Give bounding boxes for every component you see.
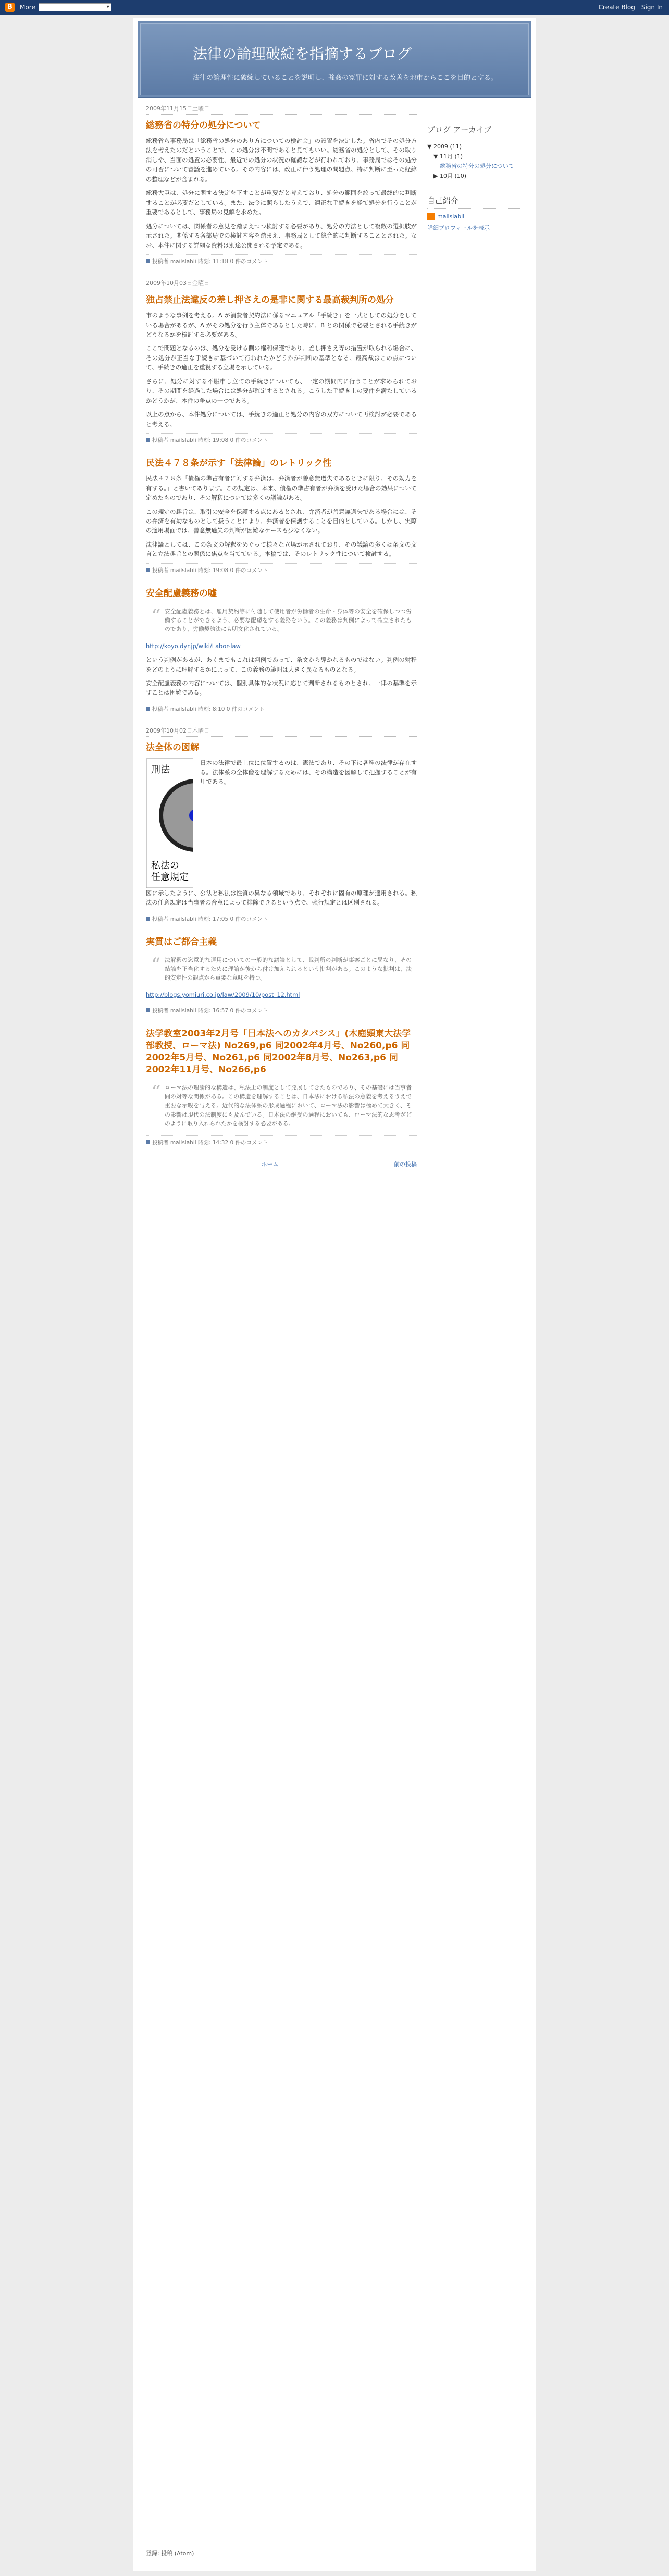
post-paragraph: 以上の点から、本件処分については、手続きの適正と処分の内容の双方について再検討が必要であると考える。 (146, 411, 417, 428)
post-paragraph: この規定の趣旨は、取引の安全を保護する点にあるとされ、弁済者が善意無過失である場合には、その弁済を有効なものとして扱うことにより、弁済者を保護することを目的としている。しかし、実際の適用場面では、善意無過失の判断が困難なケースも少なくない。 (146, 507, 417, 535)
create-blog-link[interactable]: Create Blog (598, 4, 635, 11)
post-title[interactable]: 安全配慮義務の嘘 (146, 588, 217, 599)
more-label: More (20, 4, 35, 11)
blogger-navbar (0, 0, 669, 15)
more-select[interactable] (39, 3, 112, 11)
post-body (146, 474, 417, 559)
profile-title: 自己紹介 (427, 195, 531, 209)
legal-diagram (146, 758, 417, 888)
post-footer (146, 563, 417, 574)
post-title[interactable]: 独占禁止法違反の差し押さえの是非に関する最高裁判所の処分 (146, 295, 394, 306)
post-body (146, 758, 417, 908)
blog-title[interactable]: 法律の論理破綻を指摘するブログ (193, 45, 412, 63)
post-body (146, 311, 417, 429)
blog-post (146, 588, 417, 713)
post-meta[interactable]: 投稿者 mailslabli 時刻: 16:57 0 件のコメント (152, 1008, 268, 1014)
post-body (146, 604, 417, 698)
post-icon (146, 259, 150, 263)
blockquote: “ ローマ法の理論的な構造は、私法上の制度として発展してきたものであり、その基礎には当事者間の対等な関係がある。この構造を理解することは、日本法における私法の意義を考えるうえで重要な示唆を与える。近代的な法体系の形成過程において、ローマ法の影響は極めて大きく、その影響は現代の法制度にも及んでいる。日本法の継受の過程においても、ローマ法的な思考がどのように取り入れられたかを検討する必要がある。 (146, 1080, 417, 1131)
blogger-logo-icon[interactable]: B (5, 3, 15, 12)
diagram-label-private-law: 私法の (151, 860, 179, 871)
post-body (146, 952, 417, 999)
archive-list (427, 142, 531, 181)
older-posts-link[interactable]: 前の投稿 (394, 1161, 417, 1168)
post-title[interactable]: 実質はご都合主義 (146, 936, 217, 947)
post-paragraph: ここで問題となるのは、処分を受ける側の権利保護であり、差し押さえ等の措置が取られる場合に、その処分が正当な手続きに基づいて行われたかどうかが判断の基準となる。最高裁はこの点について、手続きの適正を重視する立場を示している。 (146, 344, 417, 371)
post-footer (146, 1135, 417, 1146)
post-paragraph: 法律論としては、この条文の解釈をめぐって様々な立場が示されており、その議論の多くは条文の文言と立法趣旨との関係に焦点を当てている。本稿では、そのレトリック性について検討する。 (146, 540, 417, 558)
archive-month[interactable]: ▼ 11月 (1) (433, 153, 463, 160)
sign-in-link[interactable]: Sign In (641, 4, 663, 11)
archive-month[interactable]: ▶ 10月 (10) (433, 172, 467, 180)
blog-pager (146, 1160, 417, 1168)
post-paragraph: 安全配慮義務の内容については、個別具体的な状況に応じて判断されるものとされ、一律の基準を示すことは困難である。 (146, 679, 417, 697)
archive-title: ブログ アーカイブ (427, 124, 531, 138)
post-paragraph: 総務省ら事務局は「総務省の処分のあり方についての検討会」の設置を決定した。省内でその処分方法を考えたのだということで、この処分は不問であると見てもいい。総務省の処分として、その取り消しや、当面の処置の必要性、最近での処分の状況の確認などが行われており、事務局ではその処分の可否について審議を進めている。その内容には、改正に伴う処理の問題点、特に判断に至った経緯の整理などが含まれる。 (146, 137, 417, 183)
post-paragraph: 図に示したように、公法と私法は性質の異なる領域であり、それぞれに固有の原理が適用される。私法の任意規定は当事者の合意によって排除できるという点で、強行規定とは区別される。 (146, 889, 417, 907)
post-icon (146, 568, 150, 572)
post-footer (146, 912, 417, 923)
blog-header (138, 21, 531, 98)
post-paragraph: 処分については、関係者の意見を踏まえつつ検討する必要があり、処分の方法として複数の選択肢が示された。関係する各部局での検討内容を踏まえ、事務局として総合的に判断することとされた。なお、本件に関する詳細な資料は別途公開される予定である。 (146, 222, 417, 249)
profile-name-link[interactable]: mailslabli (437, 213, 465, 220)
diagram-label-private-law: 任意規定 (151, 871, 189, 883)
page-footer (146, 2549, 194, 2557)
blog-post (146, 742, 417, 923)
post-link[interactable]: http://koyo.dyr.jp/wiki/Labor-law (146, 642, 241, 650)
post-icon (146, 438, 150, 442)
post-title[interactable]: 法学教室2003年2月号「日本法へのカタバシス」(木庭顕東大法学部教授、ローマ法) No269,p6 同2002年4月号、No260,p6 同2002年5月号、No261,p6 同2002年8月号、No263,p6 同2002年11月号、No266,p6 (146, 1029, 411, 1075)
post-paragraph: 民法４７８条「債権の準占有者に対する弁済は、弁済者が善意無過失であるときに限り、その効力を有する。」と書いてあります。この規定は、本来、債権の準占有者が弁済を受けた場合の効果について定めたものであり、その解釈については多くの議論がある。 (146, 475, 417, 502)
post-footer (146, 254, 417, 265)
post-paragraph: 総務大臣は、処分に関する決定を下すことが重要だと考えており、処分の範囲を絞って最終的に判断することが必要だとしている。また、法令に照らしたうえで、適正な手続きを経て処分を行うことが重要であるとして、事務局の見解を求めた。 (146, 189, 417, 216)
post-paragraph: さらに、処分に対する不服申し立ての手続きについても、一定の期間内に行うことが求められており、その期間を経過した場合には処分が確定するとされる。こうした手続き上の要件を満たしているかどうかが、本件の争点の一つである。 (146, 377, 417, 404)
post-meta[interactable]: 投稿者 mailslabli 時刻: 17:05 0 件のコメント (152, 915, 268, 922)
archive-year[interactable]: ▼ 2009 (11) (427, 143, 462, 150)
post-icon (146, 707, 150, 711)
post-meta[interactable]: 投稿者 mailslabli 時刻: 14:32 0 件のコメント (152, 1140, 268, 1146)
post-footer (146, 433, 417, 444)
post-title[interactable]: 総務省の特分の処分について (146, 120, 261, 131)
post-link[interactable]: http://blogs.yomiuri.co.jp/law/2009/10/post_12.html (146, 990, 300, 998)
post-icon (146, 1008, 150, 1012)
atom-feed-link[interactable]: 登録: 投稿 (Atom) (146, 2550, 194, 2557)
sidebar (427, 124, 531, 245)
post-date: 2009年10月02日木曜日 (146, 726, 417, 737)
blockquote: “ 安全配慮義務とは、雇用契約等に付随して使用者が労働者の生命・身体等の安全を確保しつつ労働することができるよう、必要な配慮をする義務をいう。この義務は判例によって確立されたものであり、労働契約法にも明文化されている。 (146, 604, 417, 637)
legal-system-diagram (146, 758, 193, 888)
post-date: 2009年11月15日土曜日 (146, 104, 417, 115)
blog-post (146, 1028, 417, 1146)
diagram-caption: 日本の法律で最上位に位置するのは、憲法であり、その下に各種の法律が存在する。法体系の全体像を理解するためには、その構造を図解して把握することが有用である。 (200, 759, 417, 786)
post-paragraph: 市のような事例を考える。A が消費者契約法に係るマニュアル「手続き」を一式としての処分をしている場合があるが、A がその処分を行う主体であるとした時に、B との関係で必要とされる手続きがどうなるかを検討する必要がある。 (146, 312, 417, 338)
blog-post (146, 457, 417, 574)
post-footer (146, 1004, 417, 1014)
home-link[interactable]: ホーム (261, 1161, 279, 1168)
post-meta[interactable]: 投稿者 mailslabli 時刻: 8:10 0 件のコメント (152, 705, 265, 712)
blog-post (146, 294, 417, 444)
post-icon (146, 917, 150, 921)
post-footer (146, 702, 417, 713)
blog-post (146, 936, 417, 1014)
post-meta[interactable]: 投稿者 mailslabli 時刻: 19:08 0 件のコメント (152, 437, 268, 444)
diagram-label-criminal: 刑法 (151, 764, 170, 775)
post-title[interactable]: 民法４７８条が示す「法律論」のレトリック性 (146, 458, 332, 469)
archive-post-link[interactable]: 総務省の特分の処分について (440, 163, 514, 170)
blockquote: “ 法解釈の恣意的な運用についての一般的な議論として、裁判所の判断が事案ごとに異なり、その結論を正当化するために理論が後から付け加えられるという批判がある。このような批判は、法的安定性の観点から重要な意味を持つ。 (146, 952, 417, 986)
post-paragraph: という判例があるが、あくまでもこれは判例であって、条文から導かれるものではない。判例の射程をどのように理解するかによって、この義務の範囲は大きく異なるものとなる。 (146, 656, 417, 673)
post-meta[interactable]: 投稿者 mailslabli 時刻: 19:08 0 件のコメント (152, 567, 268, 574)
post-icon (146, 1140, 150, 1144)
more-menu[interactable] (20, 3, 112, 11)
post-meta[interactable]: 投稿者 mailslabli 時刻: 11:18 0 件のコメント (152, 258, 268, 265)
blog-post (146, 120, 417, 265)
post-title[interactable]: 法全体の図解 (146, 742, 199, 753)
post-date: 2009年10月03日金曜日 (146, 279, 417, 289)
main-column (146, 104, 417, 1168)
post-body (146, 1080, 417, 1131)
profile-detail-link[interactable]: 詳細プロフィールを表示 (427, 224, 490, 231)
avatar (427, 213, 435, 220)
blog-description: 法律の論理性に破綻していることを説明し、強姦の冤罪に対する改善を地市からここを目的とする。 (193, 74, 498, 82)
post-body (146, 136, 417, 250)
